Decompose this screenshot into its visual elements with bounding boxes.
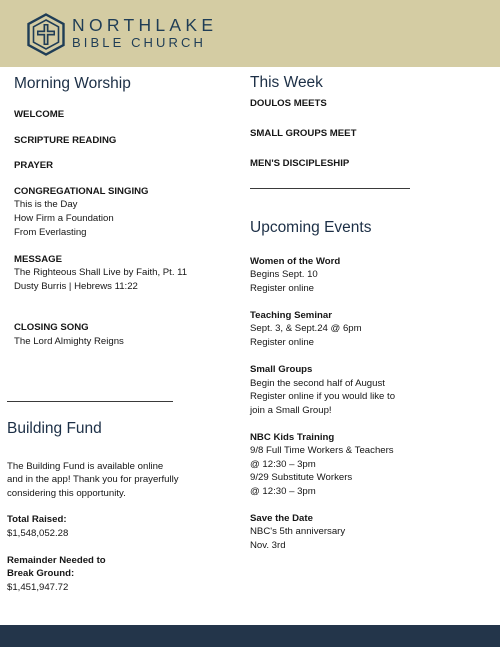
event-detail: Nov. 3rd: [250, 540, 286, 551]
event-name: Small Groups: [250, 364, 313, 375]
week-item: MEN'S DISCIPLESHIP: [250, 158, 350, 169]
message-speaker: Dusty Burris | Hebrews 11:22: [14, 281, 138, 292]
event-detail: Register online: [250, 283, 314, 294]
scripture-label: SCRIPTURE READING: [14, 135, 117, 146]
cross-shield-icon: [26, 13, 66, 56]
brand-name: NORTHLAKE: [72, 15, 218, 35]
building-fund-title: Building Fund: [7, 420, 102, 437]
event-detail: Register online if you would like to: [250, 391, 396, 402]
week-item: SMALL GROUPS MEET: [250, 128, 357, 139]
divider: [250, 188, 410, 189]
singing-label: CONGREGATIONAL SINGING: [14, 186, 149, 197]
event-name: Women of the Word: [250, 256, 341, 267]
event-detail: @ 12:30 – 3pm: [250, 459, 316, 470]
worship-title: Morning Worship: [14, 75, 131, 92]
song-item: How Firm a Foundation: [14, 213, 114, 224]
event-name: NBC Kids Training: [250, 432, 335, 443]
event-detail: Sept. 3, & Sept.24 @ 6pm: [250, 323, 362, 334]
event-name: Save the Date: [250, 513, 313, 524]
event-detail: Register online: [250, 337, 314, 348]
event-detail: join a Small Group!: [250, 405, 332, 416]
events-title: Upcoming Events: [250, 219, 372, 236]
song-item: From Everlasting: [14, 227, 87, 238]
prayer-label: PRAYER: [14, 160, 54, 171]
event-detail: NBC's 5th anniversary: [250, 526, 346, 537]
event-detail: 9/29 Substitute Workers: [250, 472, 353, 483]
fund-description-line: The Building Fund is available online: [7, 461, 164, 472]
closing-label: CLOSING SONG: [14, 322, 89, 333]
closing-song: The Lord Almighty Reigns: [14, 336, 124, 347]
message-title: The Righteous Shall Live by Faith, Pt. 11: [14, 267, 188, 278]
event-name: Teaching Seminar: [250, 310, 332, 321]
raised-value: $1,548,052.28: [7, 528, 69, 539]
this-week-title: This Week: [250, 74, 323, 91]
footer-bar: [0, 625, 500, 647]
divider: [7, 401, 173, 402]
remainder-value: $1,451,947.72: [7, 582, 69, 593]
event-detail: Begin the second half of August: [250, 378, 385, 389]
remainder-label: Break Ground:: [7, 568, 75, 579]
fund-description-line: considering this opportunity.: [7, 488, 126, 499]
raised-label: Total Raised:: [7, 514, 67, 525]
brand-subtitle: BIBLE CHURCH: [72, 35, 206, 50]
week-item: DOULOS MEETS: [250, 98, 327, 109]
message-label: MESSAGE: [14, 254, 62, 265]
event-detail: 9/8 Full Time Workers & Teachers: [250, 445, 394, 456]
header-banner: [0, 0, 500, 67]
remainder-label: Remainder Needed to: [7, 555, 106, 566]
event-detail: Begins Sept. 10: [250, 269, 318, 280]
song-item: This is the Day: [14, 199, 78, 210]
event-detail: @ 12:30 – 3pm: [250, 486, 316, 497]
fund-description-line: and in the app! Thank you for prayerfully: [7, 474, 179, 485]
welcome-label: WELCOME: [14, 109, 65, 120]
